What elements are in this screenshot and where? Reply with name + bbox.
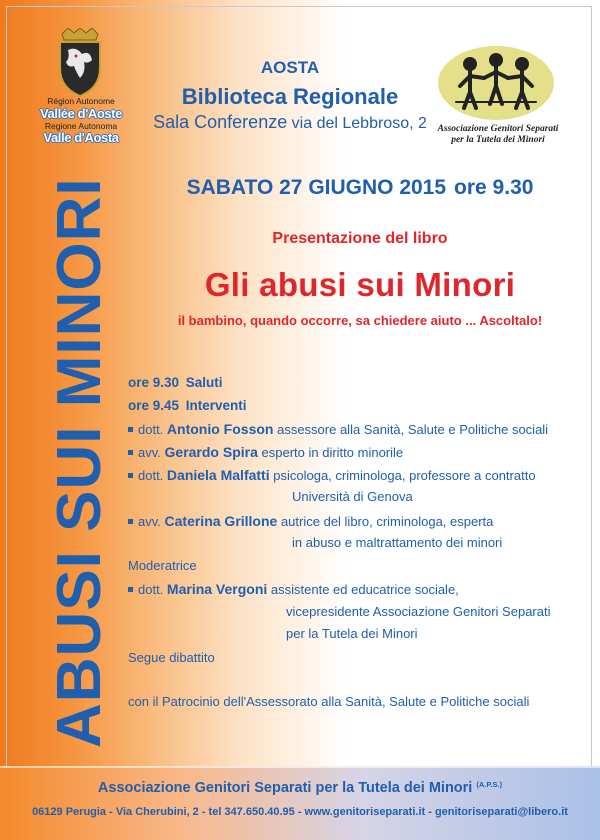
speaker-title: dott. <box>138 422 164 437</box>
event-date <box>150 176 570 200</box>
venue-address: via del Lebbroso, 2 <box>291 115 427 132</box>
moderator-item <box>128 581 459 597</box>
logo-caption-line1: Associazione Genitori Separati <box>437 124 559 134</box>
footer <box>0 766 600 840</box>
region-fr-label: Région Autonome <box>47 96 115 106</box>
footer-divider <box>0 766 600 768</box>
schedule-time: ore 9.45 <box>128 398 180 413</box>
schedule-item <box>128 398 247 413</box>
hall-name: Sala Conferenze <box>153 112 288 132</box>
city: AOSTA <box>260 58 320 77</box>
region-fr-name: Vallée d'Aoste <box>39 105 123 121</box>
region-it-name: Valle d'Aosta <box>43 130 119 145</box>
moderator-name: Marina Vergoni <box>166 581 268 597</box>
speaker-title: avv. <box>138 445 161 460</box>
library-name: Biblioteca Regionale <box>181 84 399 109</box>
venue-line <box>140 112 440 133</box>
association-logo <box>438 46 566 164</box>
speaker-item <box>128 444 403 460</box>
book-subtitle: il bambino, quando occorre, sa chiedere aiuto ... Ascoltalo! <box>177 313 543 328</box>
logo-caption <box>432 124 564 146</box>
moderator-role-continued: per la Tutela dei Minori <box>286 626 418 641</box>
speaker-name: Daniela Malfatti <box>166 467 270 483</box>
speaker-title: avv. <box>138 514 161 529</box>
event-day: SABATO 27 GIUGNO 2015 <box>186 176 447 199</box>
schedule-label: Saluti <box>185 375 223 390</box>
bullet-icon <box>128 427 133 432</box>
bullet-icon <box>128 473 133 478</box>
bullet-icon <box>128 519 133 524</box>
speaker-name: Antonio Fosson <box>166 421 274 437</box>
speaker-role: autrice del libro, criminologa, esperta <box>280 514 494 529</box>
moderator-label: Moderatrice <box>128 558 197 573</box>
family-figures-icon <box>450 52 542 114</box>
speaker-role-continued: in abuso e maltrattamento dei minori <box>292 535 503 550</box>
presentation-label: Presentazione del libro <box>272 230 448 247</box>
region-label <box>22 97 140 146</box>
speaker-item <box>128 421 548 437</box>
speaker-title: dott. <box>138 468 164 483</box>
speaker-role-continued: Università di Genova <box>292 489 413 504</box>
moderator-role: assistente ed educatrice sociale, <box>270 582 459 597</box>
footer-org <box>0 780 600 796</box>
logo-caption-line2: per la Tutela dei Minori <box>451 134 545 145</box>
schedule-item <box>128 375 223 390</box>
bullet-icon <box>128 587 133 592</box>
speaker-name: Gerardo Spira <box>164 444 258 460</box>
region-crest-icon <box>52 28 108 98</box>
speaker-role: psicologa, criminologa, professore a contratto <box>273 468 536 483</box>
follow-up: Segue dibattito <box>128 650 215 665</box>
speaker-item <box>128 513 493 529</box>
footer-contact: 06129 Perugia - Via Cherubini, 2 - tel 347.650.40.95 - www.genitoriseparati.it - genitoriseparati@libero.it <box>32 806 568 818</box>
footer-org-suffix: (A.P.S.) <box>476 780 503 789</box>
speaker-role: esperto in diritto minorile <box>261 445 404 460</box>
book-title: Gli abusi sui Minori <box>204 266 516 303</box>
speaker-item <box>128 467 536 483</box>
moderator-role-continued: vicepresidente Associazione Genitori Separati <box>286 604 551 619</box>
bullet-icon <box>128 450 133 455</box>
schedule-time: ore 9.30 <box>128 375 180 390</box>
schedule-label: Interventi <box>185 398 247 413</box>
patronage: con il Patrocinio dell'Assessorato alla Sanità, Salute e Politiche sociali <box>128 694 530 709</box>
speaker-role: assessore alla Sanità, Salute e Politiche sociali <box>277 422 549 437</box>
footer-org-name: Associazione Genitori Separati per la Tutela dei Minori <box>97 780 473 796</box>
side-title: ABUSI SUI MINORI <box>45 177 114 748</box>
moderator-title: dott. <box>138 582 164 597</box>
event-time: ore 9.30 <box>454 176 534 199</box>
speaker-name: Caterina Grillone <box>164 513 278 529</box>
region-it-label: Regione Autonoma <box>44 120 118 131</box>
